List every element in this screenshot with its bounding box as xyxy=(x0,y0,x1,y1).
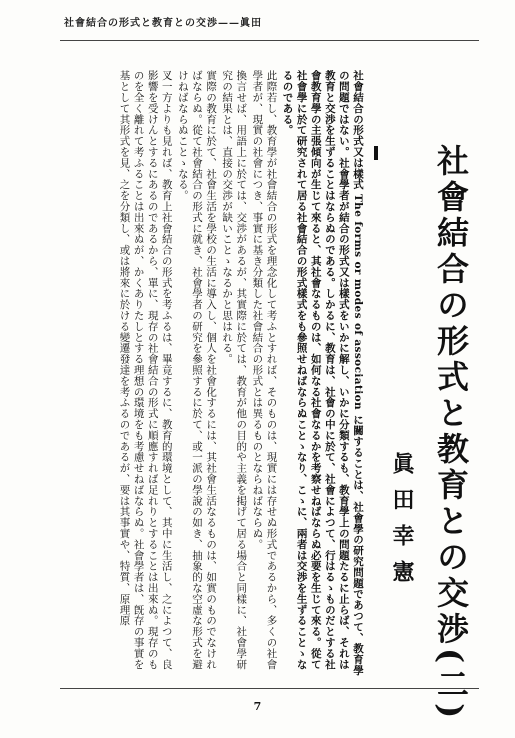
paragraph: 換言せば、用語上に於ては、交渉があるが、其實際に於ては、教育が他の目的や主義を掲げて居る場合と同樣に、社會學研究の結果とは、直接の交渉が缺いことゝなるかと思はれる。 xyxy=(221,70,248,670)
top-rule xyxy=(60,40,479,41)
article-title: 社會結合の形式と教育との交渉(二) xyxy=(432,144,470,723)
paragraph: 社會結合の形式又は樣式 The forms or modes of association に關することは、社會學の研究問題であつて、教育學の問題ではない。社會學者が結合の形式又は樣式をいかに解し、いかに分類するも、教育學上の問題たるに止らば、それは教育と交渉を生ずることはならぬのである。しかるに、教育は、社會の中に於て、社會によつて、行はるゝものだとする社會教育學の主張傾向が生じて來ると、其社會なるものは、如何なる社會なるかを考察せねばならぬ必要を生じて來る。從て社會學に於て研究されて居る社會結合の形式樣式をも參照せねばならぬことゝなり、こゝに、兩者は交渉を生ずることゝなるのである。 xyxy=(281,70,364,676)
article-body xyxy=(45,70,365,680)
paragraph: 叉一方よりも見れば、教育上社會結合の形式を考ふるは、畢竟するに、教育的環境として、其中に生活し、之によつて、良影響を受けんとするにあるのであるから、單に、現存の社會結合の形式に順應すれば足れりとすることは出來ぬ。現存のものを全く離れて考ふることは出來ぬが、かくありたしとする理想の環境をも考慮せねばならぬ。社會學者は、旣存の事實を基として其形式を見、之を分類し、或は將來に於ける變遷發達を考ふるのであるが、要は其事實や、特質、原理原 xyxy=(118,70,173,670)
bottom-rule xyxy=(60,688,479,689)
title-mark xyxy=(374,146,378,160)
paragraph: 實際の教育に於て、社會生活を學校の生活に導入し、個人を社會化するには、其社會生活なるものは、如實のものでなければならぬ。從て社會結合の形式に就き、社會學者の研究を參照するに於て、或一派の學說の如き、抽象的な空虛な形式を避けねばならぬことゝなる。 xyxy=(176,70,218,670)
paragraph: 此際若し、教育學が社會結合の形式を理念化して考ふとすれば、そのものは、現實には存せぬ形式であるから、多くの社會學者が、現實の社會につき、事實に基き分類した社會結合の形式とは異るものとならねばならぬ。 xyxy=(251,70,278,670)
page-number: 7 xyxy=(253,700,262,713)
running-head: 社會結合の形式と教育との交渉——眞田 xyxy=(64,18,262,29)
author-name: 眞田幸憲 xyxy=(389,452,415,596)
